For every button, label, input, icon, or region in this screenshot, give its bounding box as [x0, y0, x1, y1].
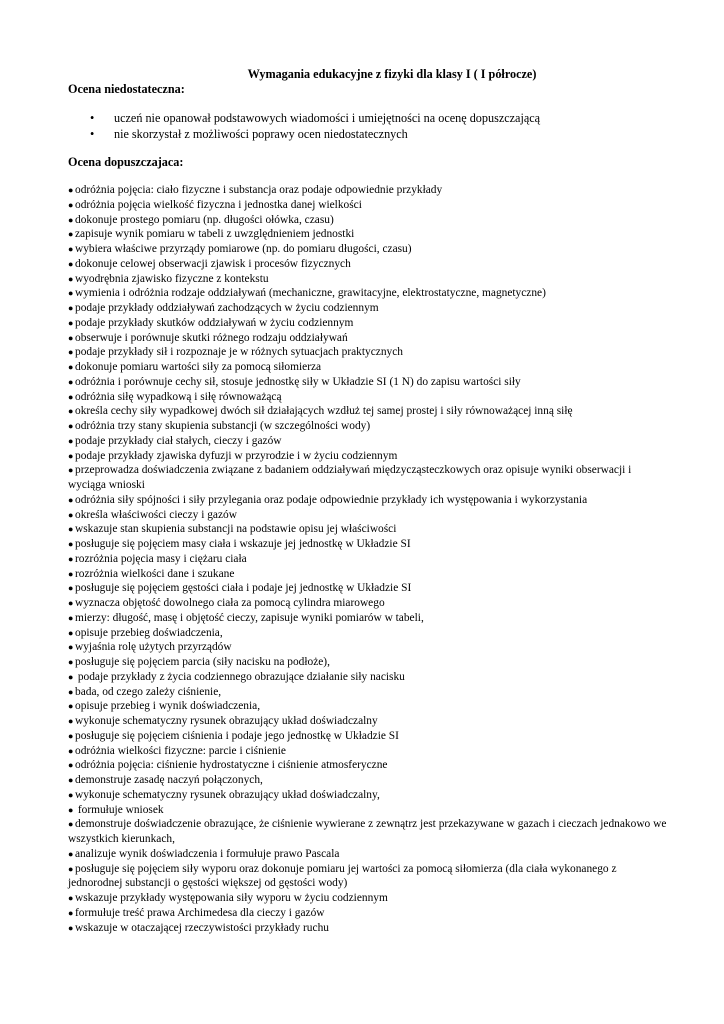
- list-item: [68, 404, 668, 419]
- bullet-icon: ●: [68, 642, 74, 653]
- bullet-icon: ●: [68, 568, 74, 579]
- list-item-text: analizuje wynik doświadczenia i formułuje prawo Pascala: [75, 847, 340, 860]
- bullet-icon: ●: [68, 893, 74, 903]
- bullet-icon: ●: [68, 347, 74, 358]
- list-item: [68, 272, 668, 287]
- bullet-icon: ●: [68, 539, 74, 549]
- list-item: [68, 891, 668, 906]
- list-item: [68, 183, 668, 198]
- bullet-icon: ●: [68, 273, 74, 284]
- list-item: [68, 213, 668, 228]
- list-item-text: przeprowadza doświadczenia związane z badaniem oddziaływań międzycząsteczkowych oraz opisuje wyniki obserwacji i wyciąga wnioski: [68, 464, 632, 491]
- list-item-text: formułuje treść prawa Archimedesa dla cieczy i gazów: [75, 906, 325, 919]
- list-item-text: dokonuje pomiaru wartości siły za pomocą siłomierza: [75, 361, 322, 373]
- list-item: [68, 508, 668, 523]
- bullet-icon: ●: [68, 435, 74, 446]
- bullet-icon: ●: [68, 789, 74, 800]
- list-item: [68, 862, 668, 892]
- list-item-text: mierzy: długość, masę i objętość cieczy, zapisuje wyniki pomiarów w tabeli,: [75, 611, 424, 624]
- list-item: [68, 345, 668, 360]
- list-item-text: odróżnia wielkości fizyczne: parcie i ciśnienie: [75, 744, 286, 757]
- list-item: [68, 773, 668, 788]
- list-item-text: posługuje się pojęciem ciśnienia i podaje jego jednostkę w Układzie SI: [75, 729, 399, 742]
- list-item-text: rozróżnia pojęcia masy i ciężaru ciała: [75, 552, 247, 565]
- dopuszczajaca-list: [68, 183, 668, 935]
- bullet-icon: ●: [68, 494, 74, 505]
- list-item-text: dokonuje celowej obserwacji zjawisk i procesów fizycznych: [75, 257, 351, 270]
- list-item: [68, 626, 668, 641]
- list-item: [68, 729, 668, 744]
- list-item: [68, 699, 668, 714]
- list-item: [68, 242, 668, 257]
- bullet-icon: ●: [68, 244, 74, 254]
- bullet-icon: ●: [68, 509, 74, 520]
- list-item-text: wyznacza objętość dowolnego ciała za pomocą cylindra miarowego: [75, 597, 385, 609]
- list-item-text: podaje przykłady ciał stałych, cieczy i gazów: [75, 434, 282, 447]
- bullet-icon: ●: [68, 922, 74, 933]
- list-item-text: wskazuje w otaczającej rzeczywistości przykłady ruchu: [75, 921, 329, 934]
- list-item: [68, 655, 668, 670]
- bullet-icon: ●: [68, 421, 74, 431]
- list-item-text: wyodrębnia zjawisko fizyczne z kontekstu: [75, 272, 269, 285]
- bullet-icon: ●: [68, 863, 74, 874]
- list-item: [68, 537, 668, 552]
- list-item-text: wymienia i odróżnia rodzaje oddziaływań (mechaniczne, grawitacyjne, elektrostatyczne, magnetyczne): [75, 287, 546, 300]
- list-item: [68, 463, 668, 493]
- list-item: [68, 227, 668, 242]
- bullet-icon: ●: [68, 716, 74, 726]
- bullet-icon: ●: [68, 657, 74, 667]
- section-heading-niedostateczna: Ocena niedostateczna:: [68, 82, 185, 96]
- list-item-text: opisuje przebieg i wynik doświadczenia,: [75, 700, 261, 713]
- bullet-icon: •: [90, 111, 95, 125]
- bullet-icon: ●: [68, 627, 74, 638]
- bullet-icon: ●: [68, 745, 74, 756]
- bullet-icon: ●: [68, 258, 74, 269]
- list-item-text: opisuje przebieg doświadczenia,: [75, 626, 223, 639]
- bullet-icon: ●: [68, 465, 74, 476]
- list-item: [68, 390, 668, 405]
- bullet-icon: ●: [68, 553, 74, 564]
- list-item-text: odróżnia pojęcia wielkość fizyczna i jednostka danej wielkości: [75, 198, 362, 211]
- niedostateczna-list: [0, 111, 540, 142]
- list-item-text: demonstruje zasadę naczyń połączonych,: [75, 774, 263, 786]
- list-item-text: określa cechy siły wypadkowej dwóch sił działających wzdłuż tej samej prostej i siły równoważącej inną siłę: [75, 405, 573, 418]
- bullet-icon: ●: [68, 376, 74, 387]
- list-item: [68, 758, 668, 773]
- document-title: Wymagania edukacyjne z fizyki dla klasy I ( I półrocze): [247, 67, 537, 81]
- bullet-icon: ●: [68, 848, 74, 859]
- list-item: [68, 744, 668, 759]
- bullet-icon: ●: [68, 804, 74, 815]
- list-item: [68, 375, 668, 390]
- list-item-text: podaje przykłady skutków oddziaływań w życiu codziennym: [75, 316, 354, 329]
- bullet-icon: ●: [68, 612, 74, 623]
- list-item-text: posługuje się pojęciem masy ciała i wskazuje jej jednostkę w Układzie SI: [75, 538, 411, 550]
- list-item: [0, 127, 540, 143]
- list-item: [68, 301, 668, 316]
- bullet-icon: •: [90, 126, 95, 141]
- list-item-text: bada, od czego zależy ciśnienie,: [75, 685, 222, 698]
- list-item-text: formułuje wniosek: [75, 803, 164, 816]
- list-item: [68, 419, 668, 434]
- list-item: [68, 316, 668, 331]
- bullet-icon: ●: [68, 730, 74, 741]
- list-item-text: odróżnia pojęcia: ciało fizyczne i substancja oraz podaje odpowiednie przykłady: [75, 184, 443, 196]
- list-item-text: wskazuje stan skupienia substancji na podstawie opisu jej właściwości: [75, 523, 397, 536]
- bullet-icon: ●: [68, 229, 74, 240]
- list-item: [68, 906, 668, 921]
- list-item-text: wybiera właściwe przyrządy pomiarowe (np. do pomiaru długości, czasu): [75, 243, 412, 255]
- bullet-icon: ●: [68, 391, 74, 402]
- list-item: [68, 286, 668, 301]
- list-item-text: demonstruje doświadczenie obrazujące, że ciśnienie wywierane z zewnątrz jest przekazywane w gazach i cieczach jednakowo we wszystkich kierunkach,: [68, 818, 667, 845]
- list-item: [68, 596, 668, 611]
- list-item-text: odróżnia i porównuje cechy sił, stosuje jednostkę siły w Układzie SI (1 N) do zapisu wartości siły: [75, 375, 521, 388]
- bullet-icon: ●: [68, 583, 74, 594]
- list-item-text: posługuje się pojęciem parcia (siły nacisku na podłoże),: [75, 656, 330, 668]
- list-item-text: wyjaśnia rolę użytych przyrządów: [75, 641, 232, 654]
- list-item-text: wskazuje przykłady występowania siły wyporu w życiu codziennym: [75, 892, 388, 904]
- list-item-text: obserwuje i porównuje skutki różnego rodzaju oddziaływań: [75, 331, 348, 344]
- list-item-text: wykonuje schematyczny rysunek obrazujący układ doświadczalny,: [75, 788, 380, 801]
- list-item: [68, 670, 668, 685]
- list-item: [68, 522, 668, 537]
- list-item: [68, 921, 668, 936]
- list-item-text: podaje przykłady zjawiska dyfuzji w przyrodzie i w życiu codziennym: [75, 449, 398, 462]
- list-item-text: nie skorzystał z możliwości poprawy ocen niedostatecznych: [114, 126, 408, 141]
- list-item-text: rozróżnia wielkości dane i szukane: [75, 567, 235, 580]
- list-item-text: uczeń nie opanował podstawowych wiadomości i umiejętności na ocenę dopuszczającą: [114, 111, 541, 125]
- list-item: [68, 803, 668, 818]
- list-item: [68, 567, 668, 582]
- bullet-icon: ●: [68, 450, 74, 461]
- bullet-icon: ●: [68, 362, 74, 372]
- list-item-text: podaje przykłady sił i rozpoznaje je w różnych sytuacjach praktycznych: [75, 346, 403, 359]
- list-item-text: posługuje się pojęciem siły wyporu oraz dokonuje pomiaru jej wartości za pomocą siłomierza (dla ciała wykonanego z jednorodnej substancji o gęstości większej od gęstości wody): [68, 862, 617, 890]
- list-item: [68, 817, 668, 847]
- bullet-icon: ●: [68, 317, 74, 328]
- list-item: [68, 493, 668, 508]
- list-item: [68, 198, 668, 213]
- list-item: [68, 581, 668, 596]
- list-item: [0, 111, 540, 127]
- list-item-text: odróżnia siły spójności i siły przylegania oraz podaje odpowiednie przykłady ich występowania i wykorzystania: [75, 493, 588, 506]
- bullet-icon: ●: [68, 303, 74, 313]
- list-item: [68, 788, 668, 803]
- bullet-icon: ●: [68, 819, 74, 830]
- bullet-icon: ●: [68, 288, 74, 299]
- list-item-text: określa właściwości cieczy i gazów: [75, 508, 237, 521]
- list-item-text: posługuje się pojęciem gęstości ciała i podaje jej jednostkę w Układzie SI: [75, 582, 412, 595]
- bullet-icon: ●: [68, 185, 74, 195]
- list-item: [68, 257, 668, 272]
- list-item: [68, 847, 668, 862]
- list-item: [68, 552, 668, 567]
- bullet-icon: ●: [68, 671, 74, 682]
- section-heading-dopuszczajaca: Ocena dopuszczajaca:: [68, 155, 184, 169]
- list-item-text: zapisuje wynik pomiaru w tabeli z uwzględnieniem jednostki: [75, 228, 355, 241]
- list-item-text: podaje przykłady z życia codziennego obrazujące działanie siły nacisku: [75, 670, 405, 683]
- bullet-icon: ●: [68, 907, 74, 918]
- bullet-icon: ●: [68, 332, 74, 343]
- bullet-icon: ●: [68, 598, 74, 608]
- bullet-icon: ●: [68, 214, 74, 225]
- bullet-icon: ●: [68, 199, 74, 210]
- bullet-icon: ●: [68, 701, 74, 712]
- list-item: [68, 714, 668, 729]
- list-item: [68, 331, 668, 346]
- list-item: [68, 685, 668, 700]
- list-item: [68, 449, 668, 464]
- bullet-icon: ●: [68, 775, 74, 785]
- list-item-text: wykonuje schematyczny rysunek obrazujący układ doświadczalny: [75, 715, 378, 727]
- list-item: [68, 434, 668, 449]
- bullet-icon: ●: [68, 686, 74, 697]
- list-item-text: odróżnia pojęcia: ciśnienie hydrostatyczne i ciśnienie atmosferyczne: [75, 759, 388, 772]
- list-item: [68, 360, 668, 375]
- bullet-icon: ●: [68, 406, 74, 417]
- list-item-text: podaje przykłady oddziaływań zachodzących w życiu codziennym: [75, 302, 379, 314]
- bullet-icon: ●: [68, 524, 74, 535]
- list-item-text: odróżnia siłę wypadkową i siłę równoważącą: [75, 390, 282, 403]
- list-item-text: odróżnia trzy stany skupienia substancji (w szczególności wody): [75, 420, 371, 432]
- list-item-text: dokonuje prostego pomiaru (np. długości ołówka, czasu): [75, 213, 334, 226]
- list-item: [68, 611, 668, 626]
- list-item: [68, 640, 668, 655]
- bullet-icon: ●: [68, 760, 74, 771]
